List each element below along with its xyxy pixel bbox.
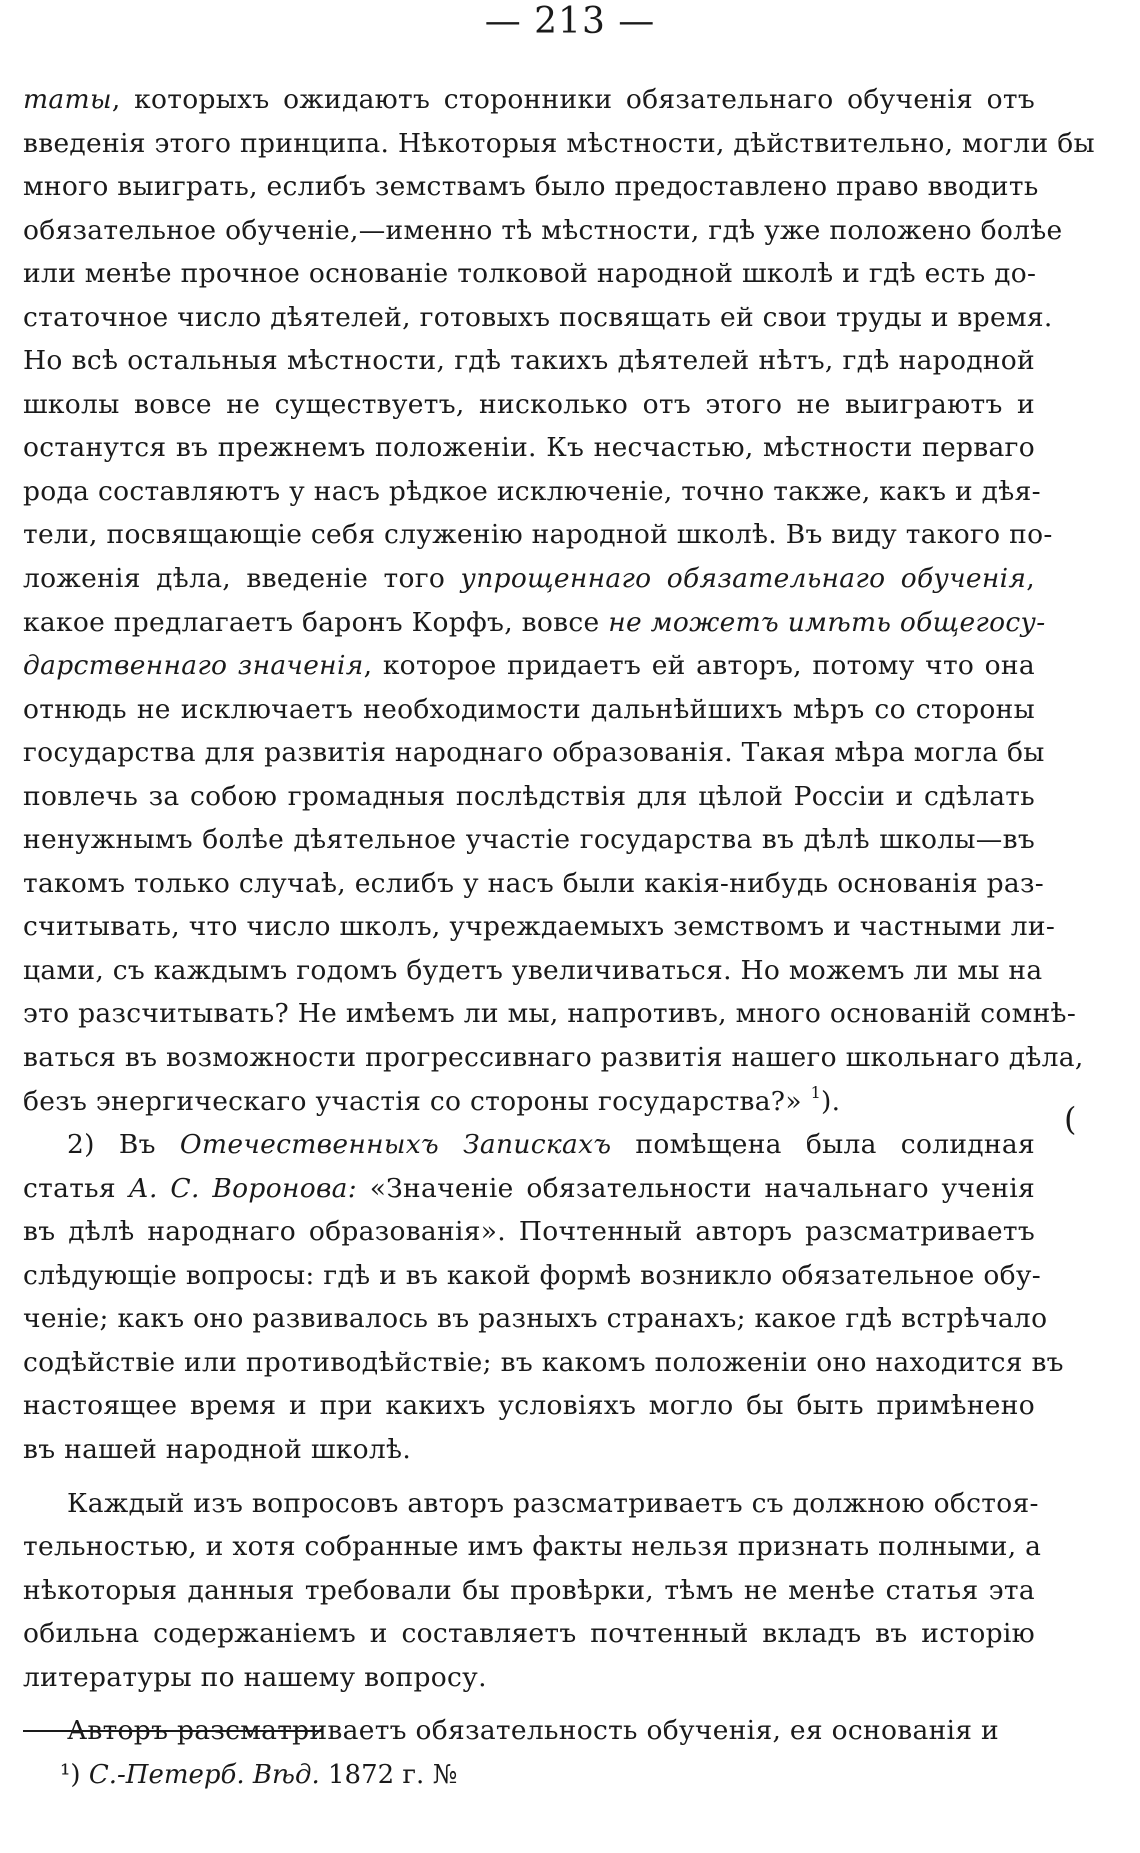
text-line xyxy=(23,775,1035,819)
text-run: ченіе; какъ оно развивалось въ разныхъ странахъ; какое гдѣ встрѣчало xyxy=(23,1303,1048,1335)
text-line xyxy=(23,992,1077,1036)
italic-run: А. С. Воронова: xyxy=(128,1172,358,1204)
text-run: много выиграть, еслибъ земствамъ было предоставлено право вводить xyxy=(23,171,1039,203)
text-line xyxy=(23,122,1095,166)
text-line xyxy=(23,252,1035,296)
text-run: считывать, что число школъ, учреждаемыхъ земствомъ и частными ли- xyxy=(23,911,1056,943)
text-line xyxy=(23,949,1043,993)
text-run: Каждый изъ вопросовъ авторъ разсматриваетъ съ должною обстоя- xyxy=(67,1487,1039,1519)
text-run: цами, съ каждымъ годомъ будетъ увеличиваться. Но можемъ ли мы на xyxy=(23,954,1043,986)
footnote-marker: ¹) xyxy=(60,1760,81,1790)
text-line xyxy=(23,1656,1035,1700)
text-line xyxy=(23,513,1053,557)
text-line xyxy=(23,296,1053,340)
text-run: ложенія дѣла, введеніе того xyxy=(23,563,461,595)
text-line xyxy=(23,1384,1035,1428)
text-run: , которое придаетъ ей авторъ, потому что она xyxy=(363,650,1035,682)
text-run: такомъ только случаѣ, еслибъ у насъ были какія-нибудь основанія раз- xyxy=(23,867,1045,899)
text-line xyxy=(23,209,1063,253)
text-line xyxy=(23,1254,1042,1298)
text-run: останутся въ прежнемъ положеніи. Къ несчастью, мѣстности перваго xyxy=(23,432,1035,464)
text-line xyxy=(23,1428,1035,1472)
italic-run: дарственнаго значенія xyxy=(23,650,364,682)
text-run: помѣщена была солидная xyxy=(611,1129,1035,1161)
text-run: или менѣе прочное основаніе толковой народной школѣ и гдѣ есть до- xyxy=(23,258,1037,290)
text-run: введенія этого принципа. Нѣкоторыя мѣстности, дѣйствительно, могли бы xyxy=(23,127,1095,159)
text-run: рода составляютъ у насъ рѣдкое исключеніе, точно также, какъ и дѣя- xyxy=(23,475,1041,507)
text-run: какое предлагаетъ баронъ Корфъ, вовсе xyxy=(23,606,609,638)
text-line xyxy=(23,1525,1042,1569)
text-run: настоящее время и при какихъ условіяхъ могло бы быть примѣнено xyxy=(23,1390,1035,1422)
text-run: въ нашей народной школѣ. xyxy=(23,1433,412,1465)
text-run: ). xyxy=(821,1085,841,1117)
text-line xyxy=(23,470,1041,514)
text-run: Но всѣ остальныя мѣстности, гдѣ такихъ дѣятелей нѣтъ, гдѣ народной xyxy=(23,345,1035,377)
text-line xyxy=(23,557,1035,601)
text-line xyxy=(23,1036,1084,1080)
text-run: это разсчитывать? Не имѣемъ ли мы, напротивъ, много основаній сомнѣ- xyxy=(23,998,1077,1030)
text-run: тели, посвящающіе себя служенію народной школѣ. Въ виду такого по- xyxy=(23,519,1053,551)
text-line xyxy=(23,1482,1039,1526)
footnote-year: 1872 г. xyxy=(328,1760,425,1790)
text-line xyxy=(23,165,1039,209)
text-line xyxy=(23,688,1035,732)
text-line xyxy=(23,862,1045,906)
text-line xyxy=(23,383,1035,427)
text-run: нѣкоторыя данныя требовали бы провѣрки, тѣмъ не менѣе статья эта xyxy=(23,1574,1035,1606)
text-line xyxy=(23,426,1035,470)
paragraph-gap xyxy=(23,1699,1035,1709)
text-line xyxy=(23,818,1035,862)
text-run: обязательное обученіе,—именно тѣ мѣстности, гдѣ уже положено болѣе xyxy=(23,214,1063,246)
margin-mark: ( xyxy=(1064,1100,1077,1138)
text-run: тельностью, и хотя собранные имъ факты нельзя признать полными, а xyxy=(23,1531,1042,1563)
footnote xyxy=(60,1755,457,1795)
text-run: , xyxy=(1026,563,1035,595)
italic-run: упрощеннаго обязательнаго обученія xyxy=(460,563,1027,595)
page-number: — 213 — xyxy=(484,1,656,42)
text-line xyxy=(23,1167,1035,1211)
text-line xyxy=(23,905,1056,949)
text-run: государства для развитія народнаго образованія. Такая мѣра могла бы xyxy=(23,737,1045,769)
text-line xyxy=(23,1341,1064,1385)
text-run: безъ энергическаго участія со стороны государства?» xyxy=(23,1085,811,1117)
text-run: въ дѣлѣ народнаго образованія». Почтенный авторъ разсматриваетъ xyxy=(23,1216,1035,1248)
text-line xyxy=(23,601,1046,645)
text-line xyxy=(23,1080,1035,1124)
text-line xyxy=(23,78,1035,122)
text-run: отнюдь не исключаетъ необходимости дальнѣйшихъ мѣръ со стороны xyxy=(23,693,1035,725)
text-run: ненужнымъ болѣе дѣятельное участіе государства въ дѣлѣ школы—въ xyxy=(23,824,1035,856)
text-run: статочное число дѣятелей, готовыхъ посвящать ей свои труды и время. xyxy=(23,301,1053,333)
text-run: литературы по нашему вопросу. xyxy=(23,1661,487,1693)
paragraph-gap xyxy=(23,1472,1035,1482)
text-run: школы вовсе не существуетъ, нисколько отъ этого не выиграютъ и xyxy=(23,388,1035,420)
footnote-divider xyxy=(23,1730,323,1732)
text-run: слѣдующіе вопросы: гдѣ и въ какой формѣ возникло обязательное обу- xyxy=(23,1259,1042,1291)
text-run: статья xyxy=(23,1172,129,1204)
footnote-number-sign: № xyxy=(432,1760,458,1790)
text-run: ваться въ возможности прогрессивнаго развитія нашего школьнаго дѣла, xyxy=(23,1042,1084,1074)
text-line xyxy=(23,1569,1035,1613)
text-run: содѣйствіе или противодѣйствіе; въ какомъ положеніи оно находится въ xyxy=(23,1346,1064,1378)
text-run: повлечь за собою громадныя послѣдствія для цѣлой Россіи и сдѣлать xyxy=(23,780,1035,812)
text-line xyxy=(23,644,1035,688)
text-line xyxy=(23,731,1045,775)
footnote-ref: 1 xyxy=(810,1082,822,1102)
text-run: 2) Въ xyxy=(67,1129,180,1161)
body-text xyxy=(23,78,1095,1753)
text-line xyxy=(23,1123,1035,1167)
text-run: Авторъ разсматриваетъ обязательность обученія, ея основанія и xyxy=(67,1715,1000,1747)
text-line xyxy=(23,1612,1035,1656)
text-line xyxy=(23,1297,1048,1341)
italic-run: Отечественныхъ Запискахъ xyxy=(179,1129,612,1161)
text-run: обильна содержаніемъ и составляетъ почтенный вкладъ въ исторію xyxy=(23,1618,1035,1650)
text-run: , которыхъ ожидаютъ сторонники обязательнаго обученія отъ xyxy=(111,84,1035,115)
italic-run: не можетъ имѣть общегосу- xyxy=(608,606,1046,638)
text-run: «Значеніе обязательности начальнаго ученія xyxy=(357,1172,1035,1204)
text-line xyxy=(23,339,1035,383)
italic-run: таты xyxy=(23,84,112,115)
text-line xyxy=(23,1210,1035,1254)
footnote-source: С.-Петерб. Вѣд. xyxy=(88,1760,320,1790)
